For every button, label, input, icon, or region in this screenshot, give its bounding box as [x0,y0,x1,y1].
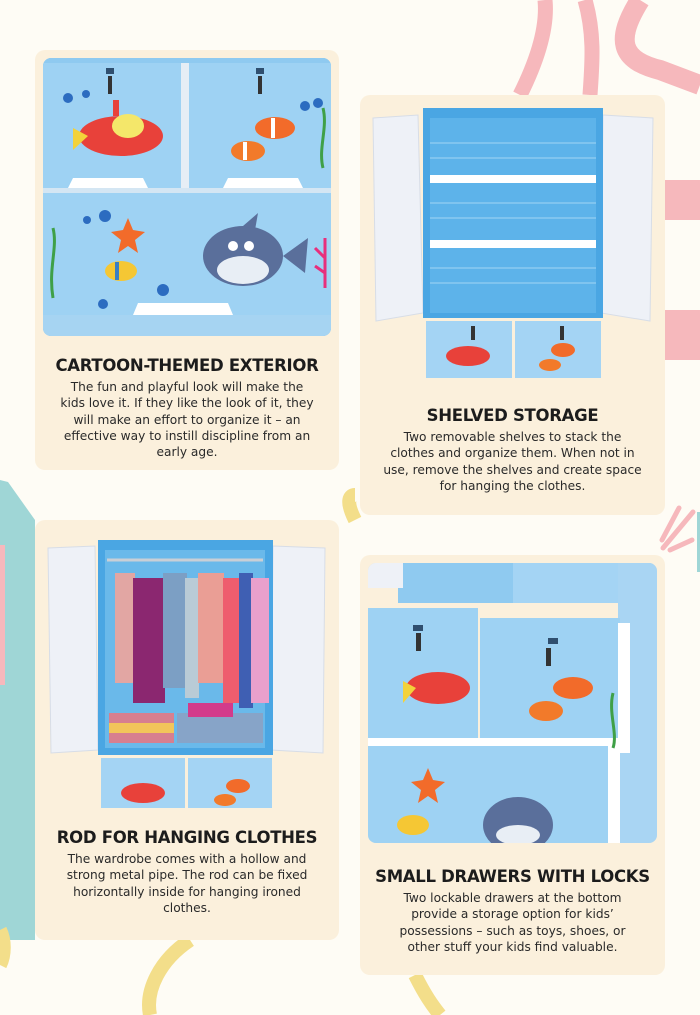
feature-description: The wardrobe comes with a hollow and strong metal pipe. The rod can be fixed horizontally inside for hanging ironed clothes. [66,852,308,915]
wardrobe-drawers-image [43,58,331,336]
key-icon [108,76,112,94]
pink-wave-decoration [520,0,700,95]
feature-title: SMALL DRAWERS WITH LOCKS [375,867,650,886]
pink-bar-decoration [665,180,700,220]
feature-card-shelved-storage [360,95,665,515]
feature-title: SHELVED STORAGE [426,406,599,425]
tropical-fish-icon [105,261,137,281]
drawer-handle [68,178,148,188]
pink-burst-decoration [662,508,693,550]
pink-block-left [0,545,5,685]
lock-icon [413,625,423,631]
hanging-clothes [115,573,269,708]
wardrobe-shelves-image [368,103,657,378]
shelf [430,175,596,183]
right-door [271,546,325,753]
tropical-fish-icon [397,815,429,835]
feature-title: ROD FOR HANGING CLOTHES [56,828,318,847]
clownfish-icon [553,677,593,699]
drawer-right [480,618,620,748]
lock-icon [106,68,114,74]
feature-description: The fun and playful look will make the kids love it. If they like the look of it, they will make an effort to organize it – an effective way to instill discipline from an early age. [60,380,314,460]
feature-description: Two lockable drawers at the bottom provide a storage option for kids’ possessions – such as toys, shoes, or other stuff your kids find valuable. [399,891,626,954]
key-icon [416,633,421,651]
feature-card-hanging-rod [35,520,339,940]
right-door [601,115,653,321]
feature-card-lockable-drawers [360,555,665,975]
left-door [48,546,98,753]
teal-shape-decoration [0,480,35,940]
feature-description: Two removable shelves to stack the clothes and organize them. When not in use, remove the shelves and create space for hanging the clothes. [383,430,642,493]
shelf [430,240,596,248]
feature-card-cartoon-exterior [35,50,339,470]
left-door [373,115,423,321]
wardrobe-hanging-clothes-image [43,528,331,808]
wardrobe-locked-drawers-image [368,563,657,843]
feature-title: CARTOON-THEMED EXTERIOR [55,356,319,375]
